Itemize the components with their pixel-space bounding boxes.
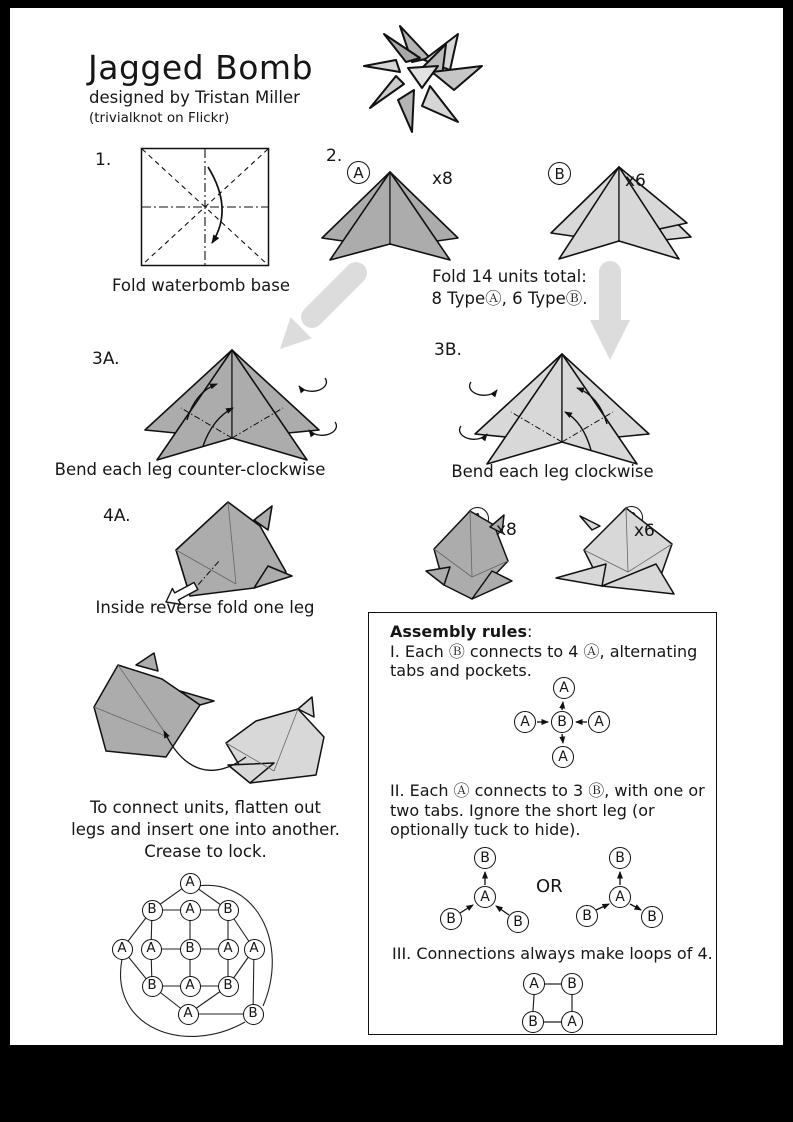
- node-badge: B: [641, 906, 663, 928]
- step1-diagram: [140, 147, 270, 267]
- finished-unit-b-drawing: [548, 502, 688, 607]
- page-title: Jagged Bomb: [88, 48, 314, 87]
- node-badge: A: [561, 1011, 583, 1033]
- step4a-label: 4A.: [103, 506, 131, 526]
- step4a-drawing: [146, 498, 301, 606]
- connect-caption: [48, 797, 363, 863]
- graph-node: B: [243, 1004, 264, 1025]
- rule3-text: [392, 944, 713, 964]
- rule2-text: [390, 781, 705, 840]
- rule3-loop-diagram: [518, 970, 588, 1040]
- rule3-line: III. Connections always make loops of 4.: [392, 944, 713, 963]
- fold-count-line2: 8 TypeⒶ, 6 TypeⒷ.: [431, 289, 588, 308]
- node-badge: A: [609, 886, 631, 908]
- node-badge: A: [588, 711, 610, 733]
- unit-graph: [95, 858, 335, 1048]
- node-badge: A: [514, 711, 536, 733]
- node-badge: A: [552, 746, 574, 768]
- step4a-caption: Inside reverse fold one leg: [95, 598, 315, 617]
- unit-a-count: x8: [432, 169, 453, 189]
- graph-node: B: [218, 900, 239, 921]
- node-badge: B: [474, 847, 496, 869]
- fold-count-line1: Fold 14 units total:: [432, 267, 587, 286]
- graph-node: A: [218, 939, 239, 960]
- unit-b-badge: B: [548, 162, 571, 185]
- node-badge: B: [522, 1011, 544, 1033]
- node-badge: B: [507, 911, 529, 933]
- rule2-line3: optionally tuck to hide).: [390, 820, 581, 839]
- rule1-line1: I. Each Ⓑ connects to 4 Ⓐ, alternating: [390, 641, 698, 661]
- graph-node: A: [112, 939, 133, 960]
- graph-node: B: [142, 900, 163, 921]
- step1-caption: Fold waterbomb base: [111, 276, 290, 295]
- graph-node: A: [178, 1004, 199, 1025]
- unit-b-count: x6: [625, 171, 646, 191]
- finished-model-drawing: [362, 24, 487, 136]
- graph-node: A: [180, 900, 201, 921]
- graph-node: B: [142, 976, 163, 997]
- assembly-heading-line: [390, 622, 697, 642]
- step2-unit-b-drawing: [545, 163, 695, 263]
- node-badge: B: [609, 847, 631, 869]
- node-badge: B: [561, 973, 583, 995]
- unit-a-badge: A: [347, 161, 370, 184]
- node-badge: B: [551, 711, 573, 733]
- finished-unit-b-count: x6: [634, 521, 655, 541]
- rule1-text: [390, 622, 697, 681]
- connect-units-drawing: [78, 645, 338, 795]
- step3a-drawing: [125, 344, 340, 464]
- rule2-diagram-left: [440, 845, 535, 940]
- graph-node: B: [180, 939, 201, 960]
- graph-node: A: [141, 939, 162, 960]
- step3a-caption: Bend each leg counter-clockwise: [54, 460, 326, 479]
- or-label: OR: [536, 876, 563, 897]
- graph-node: A: [180, 976, 201, 997]
- step2-label: 2.: [326, 146, 343, 166]
- title-byline: designed by Tristan Miller: [89, 88, 300, 107]
- node-badge: A: [523, 973, 545, 995]
- step1-label: 1.: [95, 150, 112, 170]
- assembly-heading: Assembly rules: [390, 622, 528, 641]
- step3b-caption: Bend each leg clockwise: [451, 462, 654, 481]
- step3a-label: 3A.: [92, 349, 120, 369]
- step3b-label: 3B.: [434, 340, 462, 360]
- node-badge: B: [576, 905, 598, 927]
- node-badge: B: [440, 908, 462, 930]
- connect-caption-line2: legs and insert one into another.: [71, 820, 340, 839]
- connect-caption-line3: Crease to lock.: [144, 842, 267, 861]
- graph-node: B: [218, 976, 239, 997]
- finished-unit-a-count: x8: [496, 520, 517, 540]
- connect-caption-line1: To connect units, flatten out: [89, 798, 321, 817]
- node-badge: A: [553, 677, 575, 699]
- assembly-heading-colon: :: [527, 622, 533, 641]
- rule2-diagram-right: [575, 845, 670, 940]
- graph-node: A: [244, 939, 265, 960]
- node-badge: A: [474, 886, 496, 908]
- title-byline-note: (trivialknot on Flickr): [89, 110, 230, 126]
- step3b-drawing: [455, 348, 670, 468]
- rule1-diagram: [480, 675, 625, 770]
- rule2-line1: II. Each Ⓐ connects to 3 Ⓑ, with one or: [390, 781, 705, 800]
- rule1-line2: tabs and pockets.: [390, 661, 532, 680]
- rule2-line2: two tabs. Ignore the short leg (or: [390, 800, 655, 820]
- graph-node: A: [180, 873, 201, 894]
